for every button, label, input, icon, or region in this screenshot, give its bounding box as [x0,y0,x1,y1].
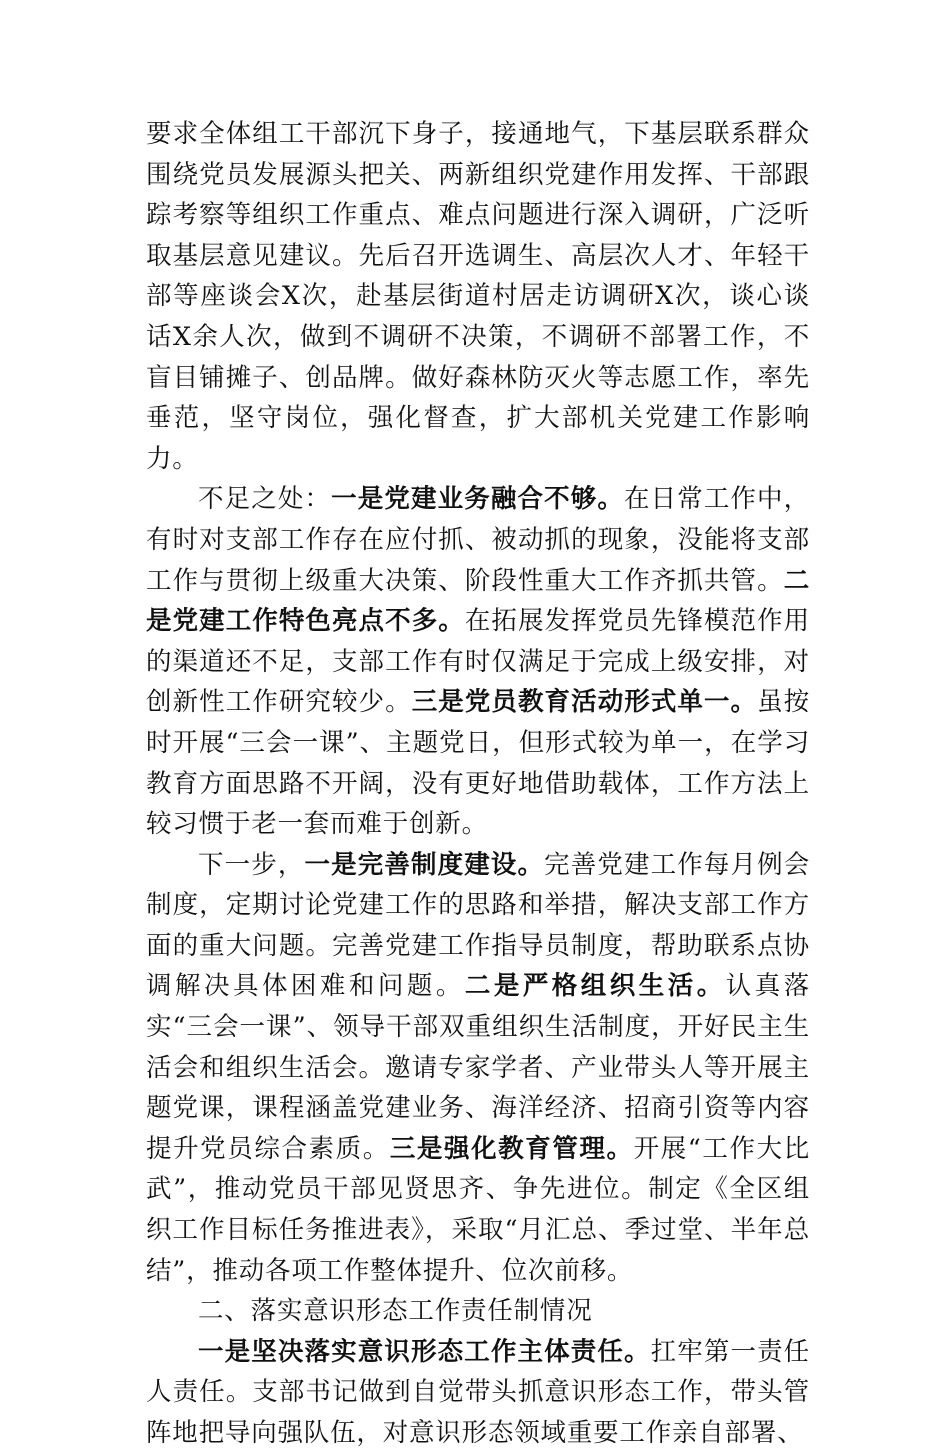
paragraph-next-steps [146,845,810,1292]
paragraph-ideology [146,1332,810,1454]
point-text-3: 开展“工作大比武”，推动党员干部见贤思齐、争先进位。制定《全区组织工作目标任务推进表》，采取“月汇总、季过堂、半年总结”，推动各项工作整体提升、位次前移。 [146,1133,811,1286]
section-heading: 二、落实意识形态工作责任制情况 [198,1296,593,1327]
point-text-2: 认真落实“三会一课”、领导干部双重组织生活制度，开好民主生活会和组织生活会。邀请专家学者、产业带头人等开展主题党课，课程涵盖党建业务、海洋经济、招商引资等内容提升党员综合素质。 [146,971,810,1164]
document-body [146,114,810,1454]
paragraph-lead: 下一步， [198,849,305,880]
point-text-1: 在日常工作中，有时对支部工作存在应付抓、被动抓的现象，没能将支部工作与贯彻上级重大决策、阶段性重大工作齐抓共管。 [146,484,810,596]
point-text-1: 扛牢第一责任人责任。支部书记做到自觉带头抓意识形态工作，带头管阵地把导向强队伍，对意识形态领域重要工作亲自部署、 [146,1336,810,1448]
paragraph-text: 要求全体组工干部沉下身子，接通地气，下基层联系群众围绕党员发展源头把关、两新组织党建作用发挥、干部跟踪考察等组织工作重点、难点问题进行深入调研，广泛听取基层意见建议。先后召开选调生、高层次人才、年轻干部等座谈会X次，赴基层街道村居走访调研X次，谈心谈话X余人次，做到不调研不决策，不调研不部署工作，不盲目铺摊子、创品牌。做好森林防灭火等志愿工作，率先垂范，坚守岗位，强化督查，扩大部机关党建工作影响力。 [146,119,810,474]
bold-point-1: 一是完善制度建设。 [304,849,545,880]
point-text-3: 虽按时开展“三会一课”、主题党日，但形式较为单一，在学习教育方面思路不开阔，没有更好地借助载体，工作方法上较习惯于老一套而难于创新。 [146,687,810,840]
bold-point-2: 二是严格组织生活。 [464,971,726,1002]
bold-point-1: 一是党建业务融合不够。 [331,484,624,515]
paragraph-research [146,114,810,479]
point-text-2: 在拓展发挥党员先锋模范作用的渠道还不足，支部工作有时仅满足于完成上级安排，对创新性工作研究较少。 [146,606,810,718]
bold-point-1: 一是坚决落实意识形态工作主体责任。 [198,1336,651,1367]
bold-point-3: 三是强化教育管理。 [389,1133,634,1164]
paragraph-lead: 不足之处： [198,484,332,515]
bold-point-2: 二是党建工作特色亮点不多。 [146,565,810,637]
point-text-1: 完善党建工作每月例会制度，定期讨论党建工作的思路和举措，解决支部工作方面的重大问题。完善党建工作指导员制度，帮助联系点协调解决具体困难和问题。 [146,849,811,1002]
paragraph-shortcomings [146,479,810,844]
bold-point-3: 三是党员教育活动形式单一。 [411,687,758,718]
